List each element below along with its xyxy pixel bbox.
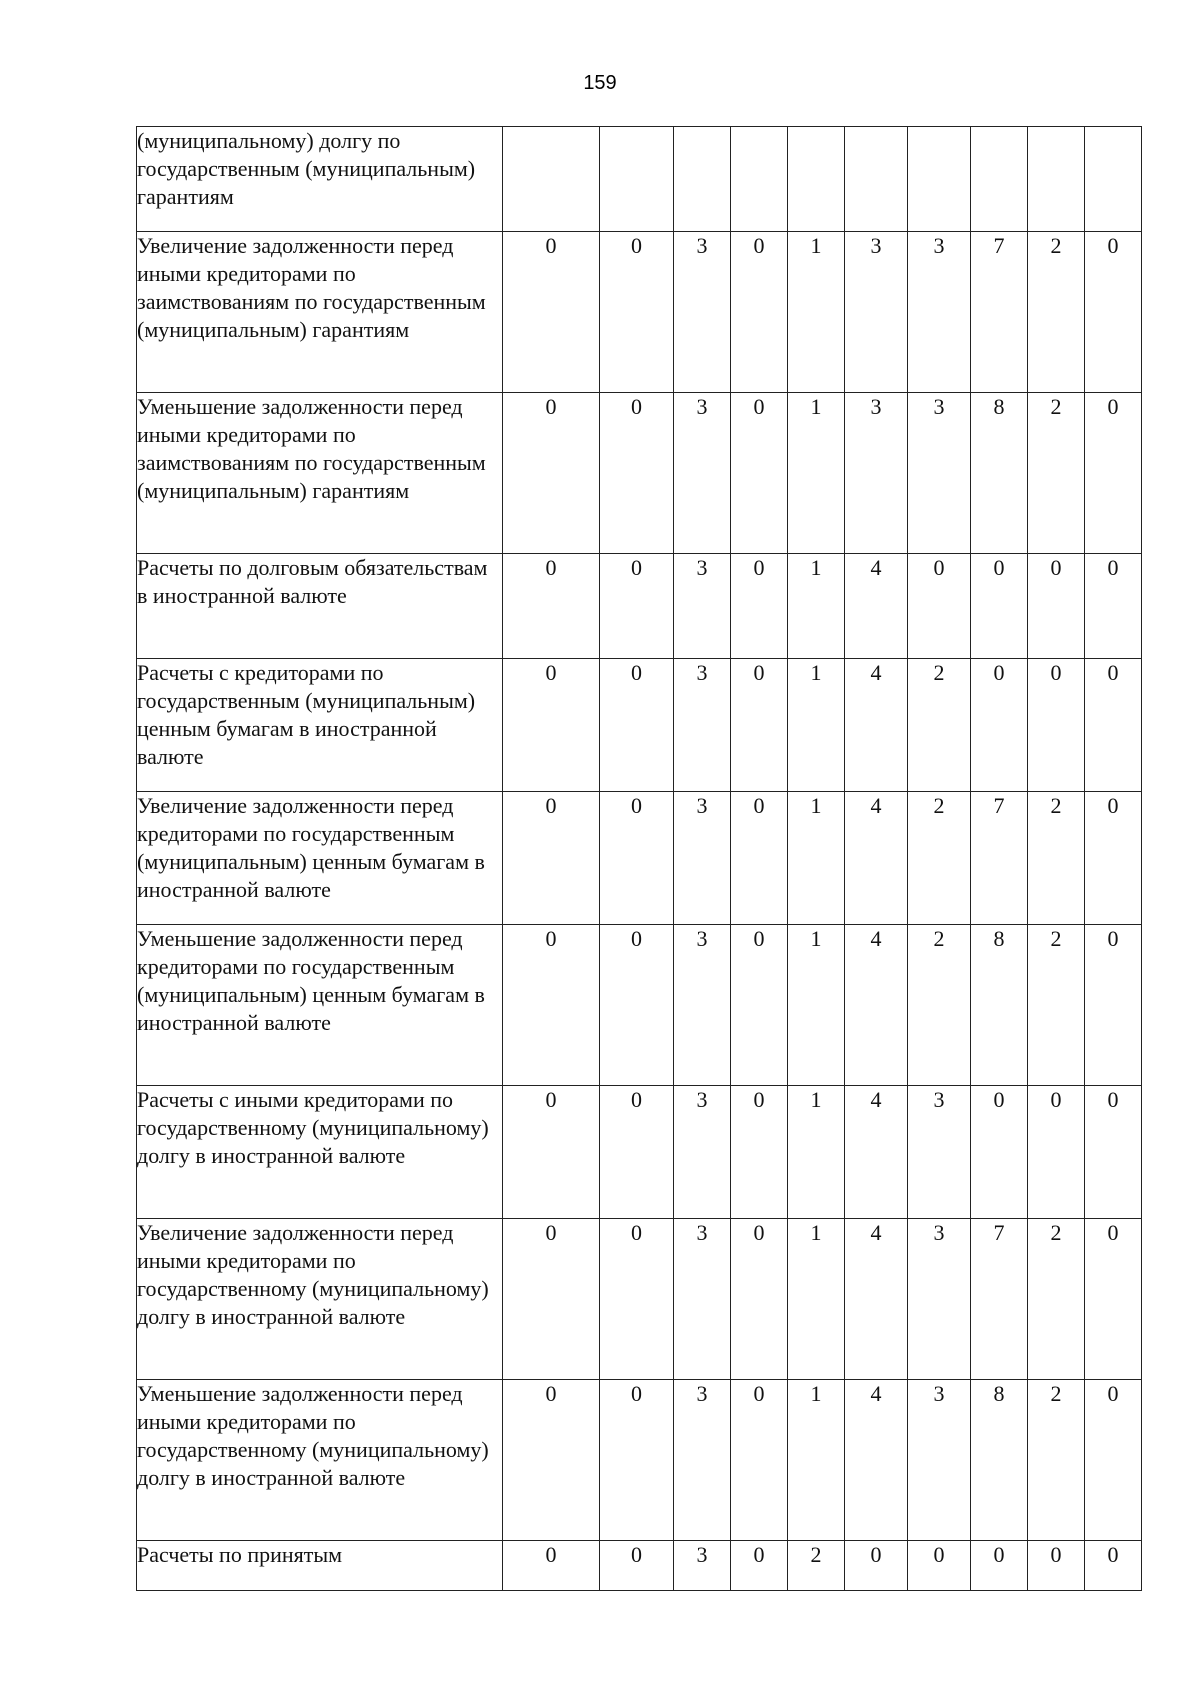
code-digit-cell: 4: [845, 1380, 908, 1541]
code-digit-cell: [845, 127, 908, 232]
code-digit-cell: 0: [1085, 925, 1142, 1086]
row-label: (муниципальному) долгу по государственным (муниципальным) гарантиям: [137, 127, 503, 232]
code-digit-cell: 0: [731, 554, 788, 659]
code-digit-cell: 0: [731, 393, 788, 554]
row-label: Расчеты с кредиторами по государственным (муниципальным) ценным бумагам в иностранной валюте: [137, 659, 503, 792]
account-code-table: [136, 126, 1142, 1591]
code-digit-cell: 1: [788, 393, 845, 554]
code-digit-cell: 0: [600, 925, 674, 1086]
code-digit-cell: 2: [1028, 792, 1085, 925]
code-digit-cell: 0: [600, 232, 674, 393]
code-digit-cell: 2: [1028, 925, 1085, 1086]
code-digit-cell: 0: [731, 1219, 788, 1380]
code-digit-cell: 0: [600, 1219, 674, 1380]
code-digit-cell: 3: [674, 792, 731, 925]
row-label: Уменьшение задолженности перед иными кредиторами по государственному (муниципальному) долгу в иностранной валюте: [137, 1380, 503, 1541]
code-digit-cell: 0: [1085, 1086, 1142, 1219]
table-row: [137, 554, 1142, 659]
table-row: [137, 232, 1142, 393]
code-digit-cell: [788, 127, 845, 232]
row-label: Расчеты по долговым обязательствам в иностранной валюте: [137, 554, 503, 659]
table-row: [137, 1380, 1142, 1541]
code-digit-cell: 0: [1085, 792, 1142, 925]
code-digit-cell: 0: [600, 659, 674, 792]
code-digit-cell: 0: [1028, 659, 1085, 792]
code-digit-cell: 2: [1028, 393, 1085, 554]
code-digit-cell: 2: [908, 659, 971, 792]
code-digit-cell: 0: [600, 1541, 674, 1591]
code-digit-cell: 8: [971, 1380, 1028, 1541]
code-digit-cell: 0: [971, 554, 1028, 659]
code-digit-cell: 0: [1085, 659, 1142, 792]
code-digit-cell: 7: [971, 1219, 1028, 1380]
table-row: [137, 1541, 1142, 1591]
code-digit-cell: 1: [788, 659, 845, 792]
code-digit-cell: 0: [971, 1541, 1028, 1591]
code-digit-cell: 0: [600, 554, 674, 659]
page-number: 159: [583, 72, 617, 94]
row-label: Увеличение задолженности перед кредиторами по государственным (муниципальным) ценным бумагам в иностранной валюте: [137, 792, 503, 925]
code-digit-cell: 0: [1085, 554, 1142, 659]
code-digit-cell: 4: [845, 1086, 908, 1219]
code-digit-cell: 2: [1028, 1219, 1085, 1380]
code-digit-cell: [908, 127, 971, 232]
code-digit-cell: [1085, 127, 1142, 232]
code-digit-cell: 3: [845, 393, 908, 554]
row-label: Расчеты с иными кредиторами по государственному (муниципальному) долгу в иностранной валюте: [137, 1086, 503, 1219]
code-digit-cell: 0: [503, 232, 600, 393]
code-digit-cell: 3: [908, 1219, 971, 1380]
code-digit-cell: 0: [503, 1086, 600, 1219]
code-digit-cell: 2: [908, 925, 971, 1086]
code-digit-cell: 0: [731, 232, 788, 393]
code-digit-cell: 3: [674, 1541, 731, 1591]
code-digit-cell: 0: [731, 925, 788, 1086]
code-digit-cell: [1028, 127, 1085, 232]
code-digit-cell: 0: [503, 659, 600, 792]
row-label: Расчеты по принятым: [137, 1541, 503, 1591]
code-digit-cell: 0: [1085, 1541, 1142, 1591]
code-digit-cell: [674, 127, 731, 232]
code-digit-cell: 8: [971, 925, 1028, 1086]
code-digit-cell: [971, 127, 1028, 232]
code-digit-cell: 3: [674, 232, 731, 393]
code-digit-cell: 3: [674, 659, 731, 792]
code-digit-cell: 0: [503, 792, 600, 925]
code-digit-cell: 0: [971, 659, 1028, 792]
code-digit-cell: 0: [600, 1086, 674, 1219]
code-digit-cell: 0: [1028, 554, 1085, 659]
code-digit-cell: 0: [731, 792, 788, 925]
code-digit-cell: 1: [788, 554, 845, 659]
code-digit-cell: 0: [503, 554, 600, 659]
table-row: [137, 659, 1142, 792]
code-digit-cell: 0: [503, 1219, 600, 1380]
code-digit-cell: 0: [600, 1380, 674, 1541]
code-digit-cell: 3: [674, 925, 731, 1086]
code-digit-cell: 0: [845, 1541, 908, 1591]
code-digit-cell: 0: [1085, 232, 1142, 393]
code-digit-cell: [731, 127, 788, 232]
code-digit-cell: 1: [788, 792, 845, 925]
code-digit-cell: 0: [908, 1541, 971, 1591]
code-digit-cell: 3: [674, 1086, 731, 1219]
code-digit-cell: 0: [908, 554, 971, 659]
table-row: [137, 1219, 1142, 1380]
code-digit-cell: 4: [845, 554, 908, 659]
code-digit-cell: 4: [845, 659, 908, 792]
row-label: Увеличение задолженности перед иными кредиторами по государственному (муниципальному) долгу в иностранной валюте: [137, 1219, 503, 1380]
code-digit-cell: 4: [845, 792, 908, 925]
code-digit-cell: 2: [908, 792, 971, 925]
code-digit-cell: 0: [1028, 1086, 1085, 1219]
table-row: [137, 792, 1142, 925]
code-digit-cell: 3: [908, 232, 971, 393]
table-row: [137, 127, 1142, 232]
code-digit-cell: 1: [788, 925, 845, 1086]
code-digit-cell: 3: [845, 232, 908, 393]
code-digit-cell: 3: [908, 1086, 971, 1219]
code-digit-cell: 3: [908, 393, 971, 554]
code-digit-cell: 8: [971, 393, 1028, 554]
code-digit-cell: 0: [503, 1541, 600, 1591]
code-digit-cell: 3: [674, 393, 731, 554]
code-digit-cell: 4: [845, 1219, 908, 1380]
code-digit-cell: 1: [788, 1086, 845, 1219]
code-digit-cell: 3: [674, 1219, 731, 1380]
code-digit-cell: 4: [845, 925, 908, 1086]
code-digit-cell: [503, 127, 600, 232]
code-digit-cell: 0: [600, 393, 674, 554]
code-digit-cell: 0: [1085, 1380, 1142, 1541]
table-row: [137, 1086, 1142, 1219]
table-row: [137, 925, 1142, 1086]
code-digit-cell: 2: [1028, 1380, 1085, 1541]
code-digit-cell: 0: [1028, 1541, 1085, 1591]
code-digit-cell: 1: [788, 1219, 845, 1380]
table-body: [137, 127, 1142, 1591]
code-digit-cell: 0: [731, 1541, 788, 1591]
code-digit-cell: 7: [971, 232, 1028, 393]
row-label: Увеличение задолженности перед иными кредиторами по заимствованиям по государственным (муниципальным) гарантиям: [137, 232, 503, 393]
code-digit-cell: 0: [600, 792, 674, 925]
code-digit-cell: 0: [503, 925, 600, 1086]
code-digit-cell: 0: [971, 1086, 1028, 1219]
code-digit-cell: 3: [674, 1380, 731, 1541]
code-digit-cell: 1: [788, 1380, 845, 1541]
code-digit-cell: 0: [731, 659, 788, 792]
code-digit-cell: 0: [1085, 393, 1142, 554]
code-digit-cell: 0: [731, 1086, 788, 1219]
code-digit-cell: 0: [503, 393, 600, 554]
code-digit-cell: [600, 127, 674, 232]
code-digit-cell: 0: [503, 1380, 600, 1541]
table-row: [137, 393, 1142, 554]
code-digit-cell: 7: [971, 792, 1028, 925]
row-label: Уменьшение задолженности перед иными кредиторами по заимствованиям по государственным (муниципальным) гарантиям: [137, 393, 503, 554]
code-digit-cell: 1: [788, 232, 845, 393]
code-digit-cell: 0: [731, 1380, 788, 1541]
code-digit-cell: 3: [674, 554, 731, 659]
row-label: Уменьшение задолженности перед кредиторами по государственным (муниципальным) ценным бумагам в иностранной валюте: [137, 925, 503, 1086]
code-digit-cell: 3: [908, 1380, 971, 1541]
code-digit-cell: 0: [1085, 1219, 1142, 1380]
code-digit-cell: 2: [1028, 232, 1085, 393]
code-digit-cell: 2: [788, 1541, 845, 1591]
